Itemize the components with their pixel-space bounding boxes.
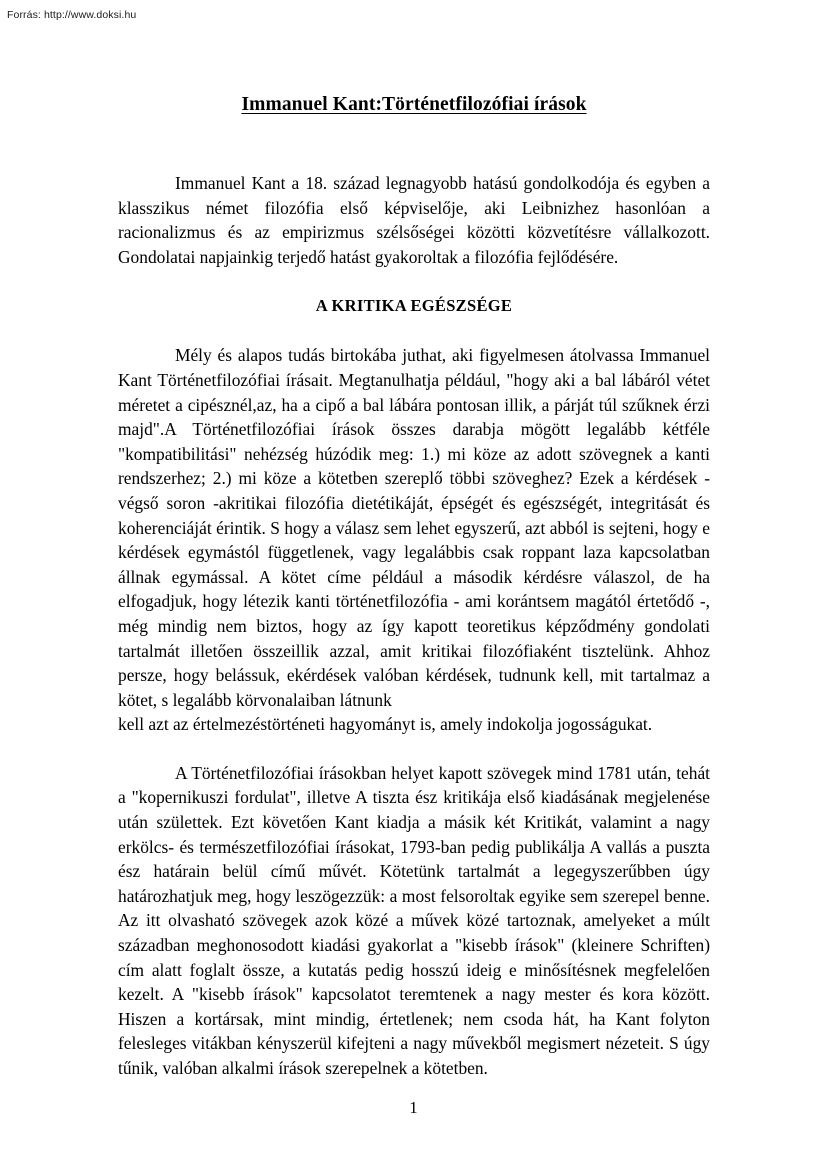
source-url-stamp: Forrás: http://www.doksi.hu bbox=[7, 9, 137, 21]
spacer-after-heading bbox=[118, 317, 710, 343]
paragraph-body-third: A Történetfilozófiai írásokban helyet kapott szövegek mind 1781 után, tehát a "kopernikuszi fordulat", illetve A tiszta ész kritikája első kiadásának megjelenése után születtek. Ezt követően Kant kiadja a másik két Kritikát, valamint a nagy erkölcs- és természetfilozófiai írásokat, 1793-ban pedig publikálja A vallás a puszta ész határain belül című művét. Kötetünk tartalmát a legegyszerűbben úgy határozhatjuk meg, hogy leszögezzük: a most felsoroltak egyike sem szerepel benne. Az itt olvasható szövegek azok közé a művek közé tartoznak, amelyeket a múlt században meghonosodott kiadási gyakorlat a "kisebb írások" (kleinere Schriften) cím alatt foglalt össze, a kutatás pedig hosszú ideig e minősítésnek megfelelően kezelt. A "kisebb írások" kapcsolatot teremtenek a nagy mester és kora között. Hiszen a kortársak, mint mindig, értetlenek; nem csoda hát, ha Kant folyton felesleges vitákban kényszerül kifejteni a nagy művekből megismert nézeteit. S úgy tűnik, valóban alkalmi írások szerepelnek a kötetben. bbox=[118, 762, 710, 1078]
document-body bbox=[118, 92, 710, 1081]
spacer-before-heading bbox=[118, 269, 710, 295]
paragraph-body-main: Mély és alapos tudás birtokába juthat, aki figyelmesen átolvassa Immanuel Kant Történetfilozófiai írásait. Megtanulhatja például, "hogy aki a bal lábáról vétet méretet a cipésznél,az, ha a cipő a bal lábára pontosan illik, a párját túl szűknek érzi majd".A Történetfilozófiai írások összes darabja mögött legalább kétféle "kompatibilitási" nehézség húzódik meg: 1.) mi köze az adott szövegnek a kanti rendszerhez; 2.) mi köze a kötetben szereplő többi szöveghez? Ezek a kérdések - végső soron -akritikai filozófia dietétikáját, épségét és egészségét, integritását és koherenciáját érintik. S hogy a válasz sem lehet egyszerű, azt abból is sejteni, hogy e kérdések egymástól függetlenek, vagy legalábbis csak roppant laza kapcsolatban állnak egymással. A kötet címe például a második kérdésre válaszol, de ha elfogadjuk, hogy létezik kanti történetfilozófia - ami korántsem magától értetődő -, még mindig nem biztos, hogy az így kapott teoretikus képződmény gondolati tartalmát illetően összeillik azzal, amit kritikai filozófiaként tisztelünk. Ahhoz persze, hogy belássuk, ekérdések valóban kérdések, tudnunk kell, mit tartalmaz a kötet, s legalább körvonalaiban látnunk bbox=[118, 345, 710, 710]
page-number: 1 bbox=[409, 1098, 418, 1117]
spacer-before-third bbox=[118, 737, 710, 761]
paragraph-body-continuation: kell azt az értelmezéstörténeti hagyományt is, amely indokolja jogosságukat. bbox=[118, 714, 653, 735]
section-heading: A KRITIKA EGÉSZSÉGE bbox=[315, 296, 513, 316]
spacer-title bbox=[118, 118, 710, 171]
paragraph-intro: Immanuel Kant a 18. század legnagyobb hatású gondolkodója és egyben a klasszikus német filozófia első képviselője, aki Leibnizhez hasonlóan a racionalizmus és az empirizmus szélsőségei közötti közvetítésre vállalkozott. Gondolatai napjainkig terjedő hatást gyakoroltak a filozófia fejlődésére. bbox=[118, 173, 710, 267]
page-title bbox=[118, 92, 710, 118]
page-title-text: Immanuel Kant:Történetfilozófiai írások bbox=[241, 94, 587, 115]
